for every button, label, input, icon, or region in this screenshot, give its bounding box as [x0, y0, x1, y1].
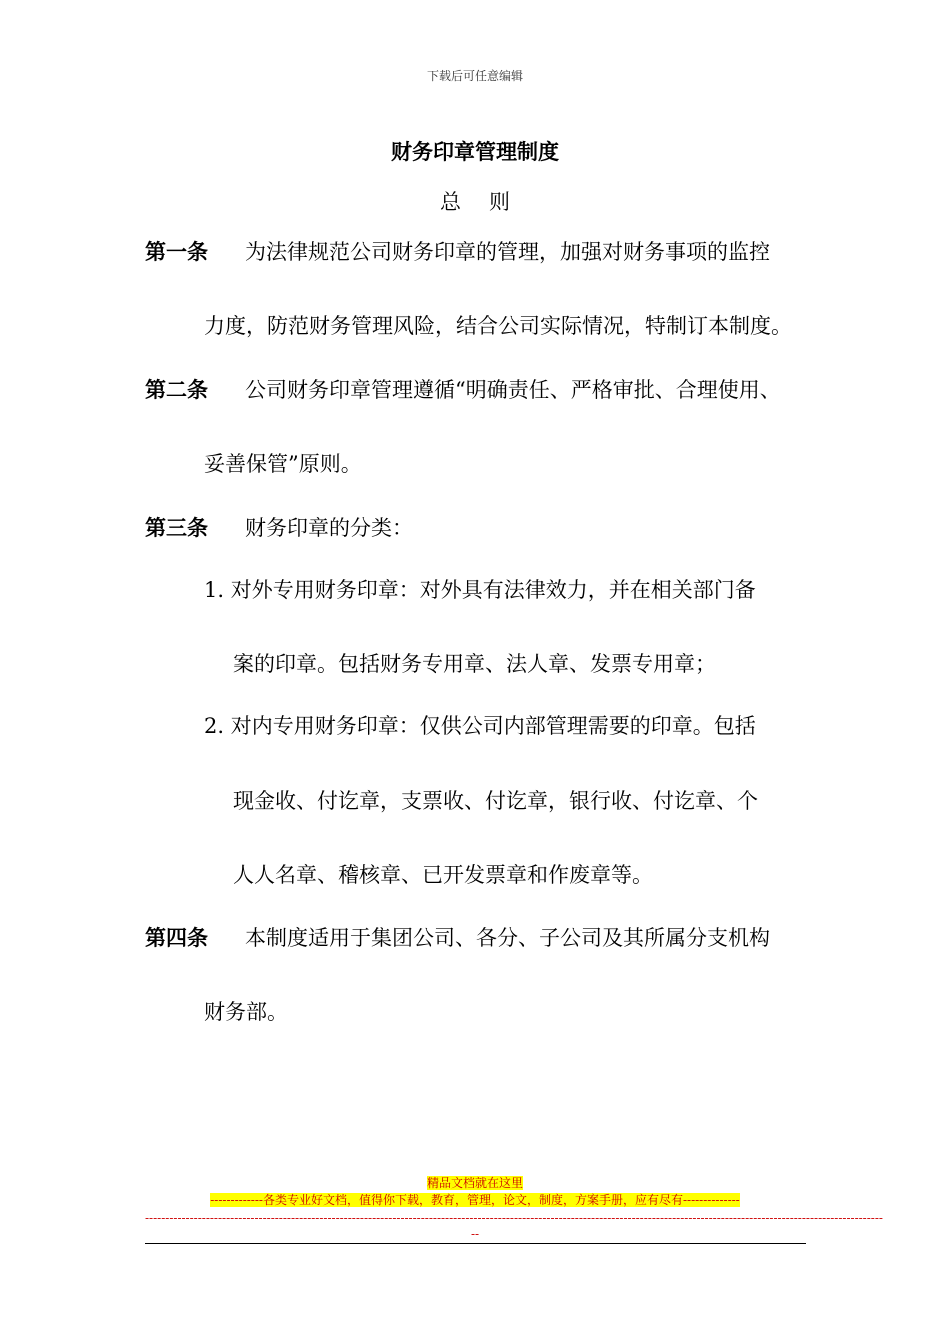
article-2-line-2: 妥善保管”原则。 [204, 452, 362, 476]
document-title: 财务印章管理制度 [391, 140, 559, 164]
article-3-item-1-line-2: 案的印章。包括财务专用章、法人章、发票专用章； [233, 652, 716, 676]
article-1-line-1: 为法律规范公司财务印章的管理，加强对财务事项的监控 [245, 240, 770, 264]
article-3-item-2-line-3: 人人名章、稽核章、已开发票章和作废章等。 [233, 863, 653, 887]
article-2-label: 第二条 [145, 378, 208, 402]
footer-tagline-text: 精品文档就在这里 [426, 1176, 523, 1190]
article-3-item-2-line-2: 现金收、付讫章，支票收、付讫章，银行收、付讫章、个 [233, 789, 758, 813]
footer-dash-line: -------------------------------------------------------------------------------------------------------------------------------------------------------------------------------------- [145, 1211, 883, 1225]
footer-promo-text: -------------各类专业好文档，值得你下载，教育，管理，论文，制度，方案手册，应有尽有-------------- [210, 1193, 740, 1207]
article-1-label: 第一条 [145, 240, 208, 264]
header-note: 下载后可任意编辑 [426, 69, 523, 83]
article-3-line-1: 财务印章的分类： [245, 516, 413, 540]
article-3-label: 第三条 [145, 516, 208, 540]
footer-tagline [0, 1174, 950, 1191]
article-1-line-2: 力度，防范财务管理风险，结合公司实际情况，特制订本制度。 [204, 314, 792, 338]
article-2-line-1: 公司财务印章管理遵循“明确责任、严格审批、合理使用、 [245, 378, 781, 402]
section-title: 总则 [440, 190, 538, 214]
footer-rule [145, 1243, 806, 1244]
article-4-label: 第四条 [145, 926, 208, 950]
article-3-item-2-line-1: 2. 对内专用财务印章：仅供公司内部管理需要的印章。包括 [204, 714, 756, 738]
article-4-line-1: 本制度适用于集团公司、各分、子公司及其所属分支机构 [245, 926, 770, 950]
article-3-item-1-line-1: 1. 对外专用财务印章：对外具有法律效力，并在相关部门备 [204, 578, 756, 602]
footer-dash-tail: -- [470, 1227, 480, 1241]
footer-promo [0, 1191, 950, 1208]
article-4-line-2: 财务部。 [204, 1000, 288, 1024]
